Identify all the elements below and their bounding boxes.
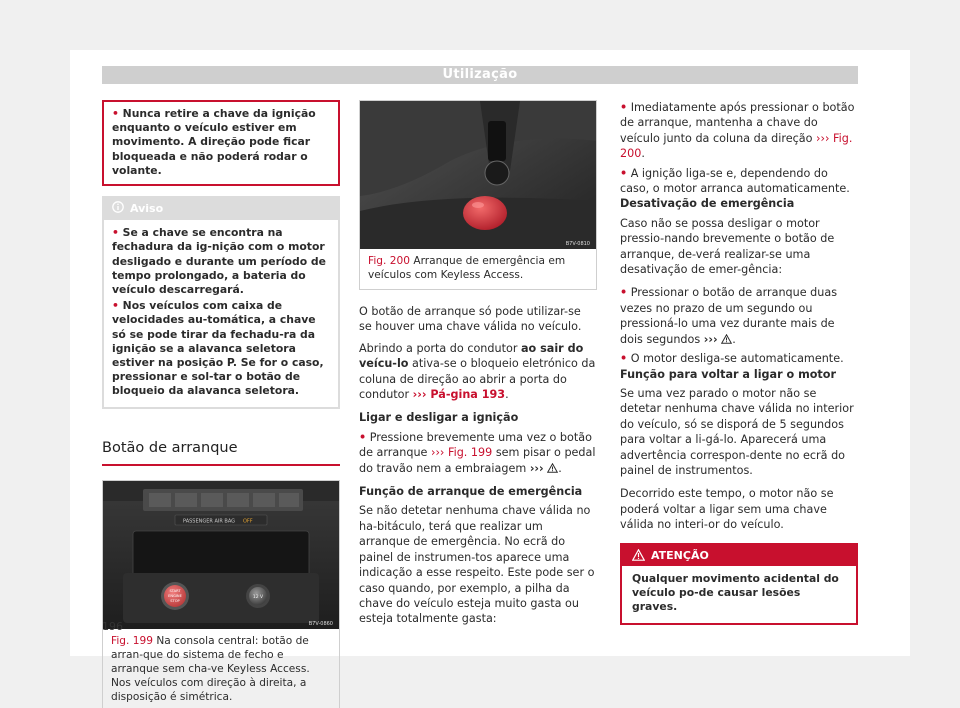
bullet-icon: •	[620, 101, 628, 114]
aviso-box	[102, 196, 340, 409]
attention-header	[622, 545, 856, 566]
manual-page	[70, 50, 910, 704]
svg-text:STOP: STOP	[170, 599, 180, 604]
bullet-icon: •	[359, 430, 367, 444]
caption-text: Arranque de emergência em veículos com Keyless Access.	[368, 255, 566, 281]
bullet-item: • A ignição liga-se e, dependendo do caso, o motor arranca automaticamente.	[620, 166, 850, 196]
column-1	[102, 100, 340, 708]
figure-caption	[360, 249, 596, 289]
bullet-icon: •	[112, 107, 119, 120]
attention-text: Qualquer movimento acidental do veículo po-de causar lesões graves.	[632, 571, 839, 614]
subheading: Ligar e desligar a ignição	[359, 411, 519, 425]
subheading: Função de arranque de emergência	[359, 485, 583, 499]
bullet-item: • Imediatamente após pressionar o botão de arranque, mantenha a chave do veículo junto da coluna da direção ››› Fig. 200.	[620, 101, 855, 161]
warning-triangle-icon	[547, 463, 558, 473]
paragraph: Abrindo a porta do condutor ao sair do veícu-lo ativa-se o bloqueio eletrónico da coluna de direção ao abrir a porta do condutor ››› Pá-gina 193.	[359, 341, 596, 402]
warning-box	[102, 100, 340, 186]
bullet-item: • Pressione brevemente uma vez o botão de arranque ››› Fig. 199 sem pisar o pedal do travão nem a embraiagem ››› .	[359, 430, 596, 475]
info-icon	[112, 201, 124, 217]
bullet-icon: •	[620, 352, 628, 366]
figure-caption	[103, 629, 339, 708]
steering-column-photo	[360, 101, 596, 249]
svg-text:START: START	[169, 589, 181, 594]
warning-text: Nunca retire a chave da ignição enquanto o veículo estiver em movimento. A direção pode ficar bloqueada e não poderá rodar o volante.	[112, 107, 316, 177]
figure-200	[359, 100, 597, 290]
page-header: Utilização	[102, 66, 858, 84]
key-fob	[463, 196, 507, 230]
paragraph: Se uma vez parado o motor não se detetar nenhuma chave válida no interior do veículo, só se disporá de 5 segundos para voltar a li-gá-lo. Aparecerá uma advertência correspon-dente no ecrã do painel de instrumentos.	[620, 386, 854, 477]
figure-link[interactable]: ››› Fig. 199	[430, 446, 493, 460]
figure-code: B7V-0860	[308, 621, 333, 628]
aviso-item: • Nos veículos com caixa de velocidades au-tomática, a chave só se pode tirar da fechadu-ra da ignição se a alavanca seletora estiver na posição P. Se for o caso, pressionar e sol-tar o botão de bloqueio da alavanca seletora.	[112, 299, 324, 398]
section-title: Botão de arranque	[102, 441, 340, 466]
aviso-title: Aviso	[130, 202, 164, 216]
figure-link[interactable]: ››› Fig. 200	[620, 131, 853, 161]
subheading: Desativação de emergência	[620, 197, 795, 211]
airbag-state: OFF	[243, 518, 253, 525]
paragraph: Se não detetar nenhuma chave válida no ha-bitáculo, terá que realizar um arranque de emergência. No ecrã do painel de instrumen-tos aparece uma indicação a esse respeito. Este pode ser o caso quando, por exemplo, a pilha da chave do veículo esteja muito gasta ou esteja totalmente gasta:	[359, 504, 595, 626]
bullet-item: • Pressionar o botão de arranque duas vezes no prazo de um segundo ou pressioná-lo uma vez durante mais de dois segundos ››› .	[620, 286, 838, 346]
column-3	[620, 100, 858, 625]
console-photo	[103, 481, 339, 629]
bullet-icon: •	[112, 299, 119, 313]
attention-title: ATENÇÃO	[651, 548, 709, 562]
page-number: 196	[102, 620, 123, 633]
paragraph: Caso não se possa desligar o motor pressio-nando brevemente o botão de arranque, de-verá realizar-se uma desativação de emer-gência:	[620, 216, 835, 277]
warning-triangle-icon	[632, 549, 645, 561]
aviso-header	[104, 198, 338, 220]
aviso-item: • Se a chave se encontra na fechadura da ig-nição com o motor desligado e durante um período de tempo prolongado, a bateria do veículo descarregará.	[112, 226, 326, 297]
bullet-icon: •	[620, 286, 628, 300]
bullet-item: • O motor desliga-se automaticamente.	[620, 352, 844, 366]
attention-box	[620, 543, 858, 625]
bullet-icon: •	[112, 226, 119, 240]
column-2	[359, 100, 597, 627]
subheading: Função para voltar a ligar o motor	[620, 367, 836, 381]
caption-label: Fig. 199	[111, 635, 153, 648]
caption-text: Na consola central: botão de arran-que do sistema de fecho e arranque sem cha-ve Keyless Access. Nos veículos com direção à direita, a disposição é simétrica.	[111, 635, 310, 704]
bullet-icon: •	[620, 166, 628, 180]
paragraph: Decorrido este tempo, o motor não se poderá voltar a ligar sem uma chave válida no interi-or do veículo.	[620, 487, 834, 532]
airbag-label: PASSENGER AIR BAG	[183, 518, 236, 525]
warning-triangle-icon	[721, 334, 732, 344]
svg-text:ENGINE: ENGINE	[168, 594, 182, 599]
caption-label: Fig. 200	[368, 255, 410, 267]
svg-text:12 V: 12 V	[252, 595, 264, 601]
page-link[interactable]: ››› Pá-gina 193	[412, 388, 506, 402]
figure-199	[102, 480, 340, 708]
paragraph: O botão de arranque só pode utilizar-se se houver uma chave válida no veículo.	[359, 305, 582, 334]
aviso-body	[104, 220, 338, 406]
figure-code: B7V-0810	[565, 241, 590, 247]
